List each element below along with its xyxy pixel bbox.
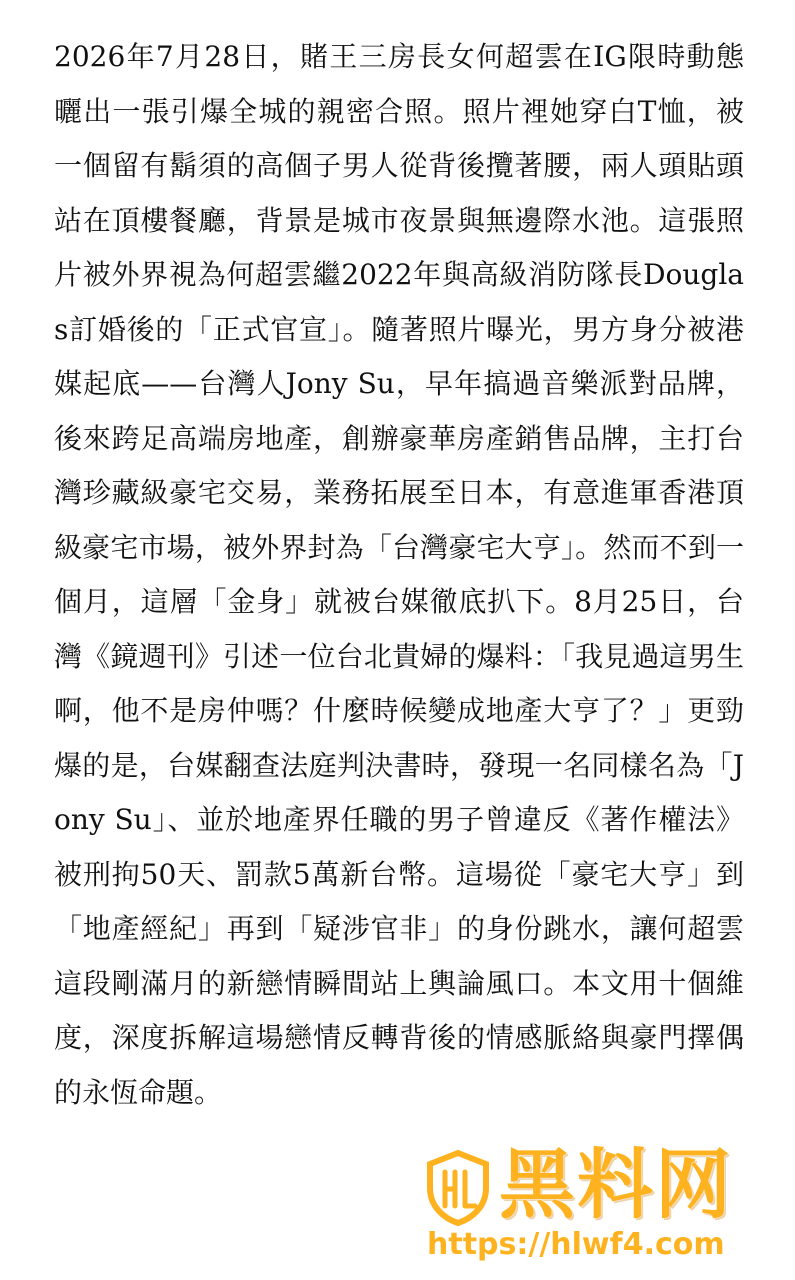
article bbox=[54, 30, 744, 1120]
hl-shield-logo-icon bbox=[425, 1150, 491, 1226]
watermark-url: https://hlwf4.com bbox=[427, 1227, 725, 1262]
watermark-brand: 黑料网 bbox=[499, 1140, 733, 1229]
watermark bbox=[421, 1142, 781, 1270]
article-body: 2026年7月28日，賭王三房長女何超雲在IG限時動態曬出一張引爆全城的親密合照。照片裡她穿白T恤，被一個留有鬍須的高個子男人從背後攬著腰，兩人頭貼頭站在頂樓餐廳，背景是城市夜景與無邊際水池。這張照片被外界視為何超雲繼2022年與高級消防隊長Douglas訂婚後的「正式官宣」。隨著照片曝光，男方身分被港媒起底——台灣人Jony Su，早年搞過音樂派對品牌，後來跨足高端房地產，創辦豪華房產銷售品牌，主打台灣珍藏級豪宅交易，業務拓展至日本，有意進軍香港頂級豪宅市場，被外界封為「台灣豪宅大亨」。然而不到一個月，這層「金身」就被台媒徹底扒下。8月25日，台灣《鏡週刊》引述一位台北貴婦的爆料：「我見過這男生啊，他不是房仲嗎？什麼時候變成地產大亨了？」更勁爆的是，台媒翻查法庭判決書時，發現一名同樣名為「Jony Su」、並於地產界任職的男子曾違反《著作權法》被刑拘50天、罰款5萬新台幣。這場從「豪宅大亨」到「地產經紀」再到「疑涉官非」的身份跳水，讓何超雲這段剛滿月的新戀情瞬間站上輿論風口。本文用十個維度，深度拆解這場戀情反轉背後的情感脈絡與豪門擇偶的永恆命題。 bbox=[54, 40, 744, 1109]
